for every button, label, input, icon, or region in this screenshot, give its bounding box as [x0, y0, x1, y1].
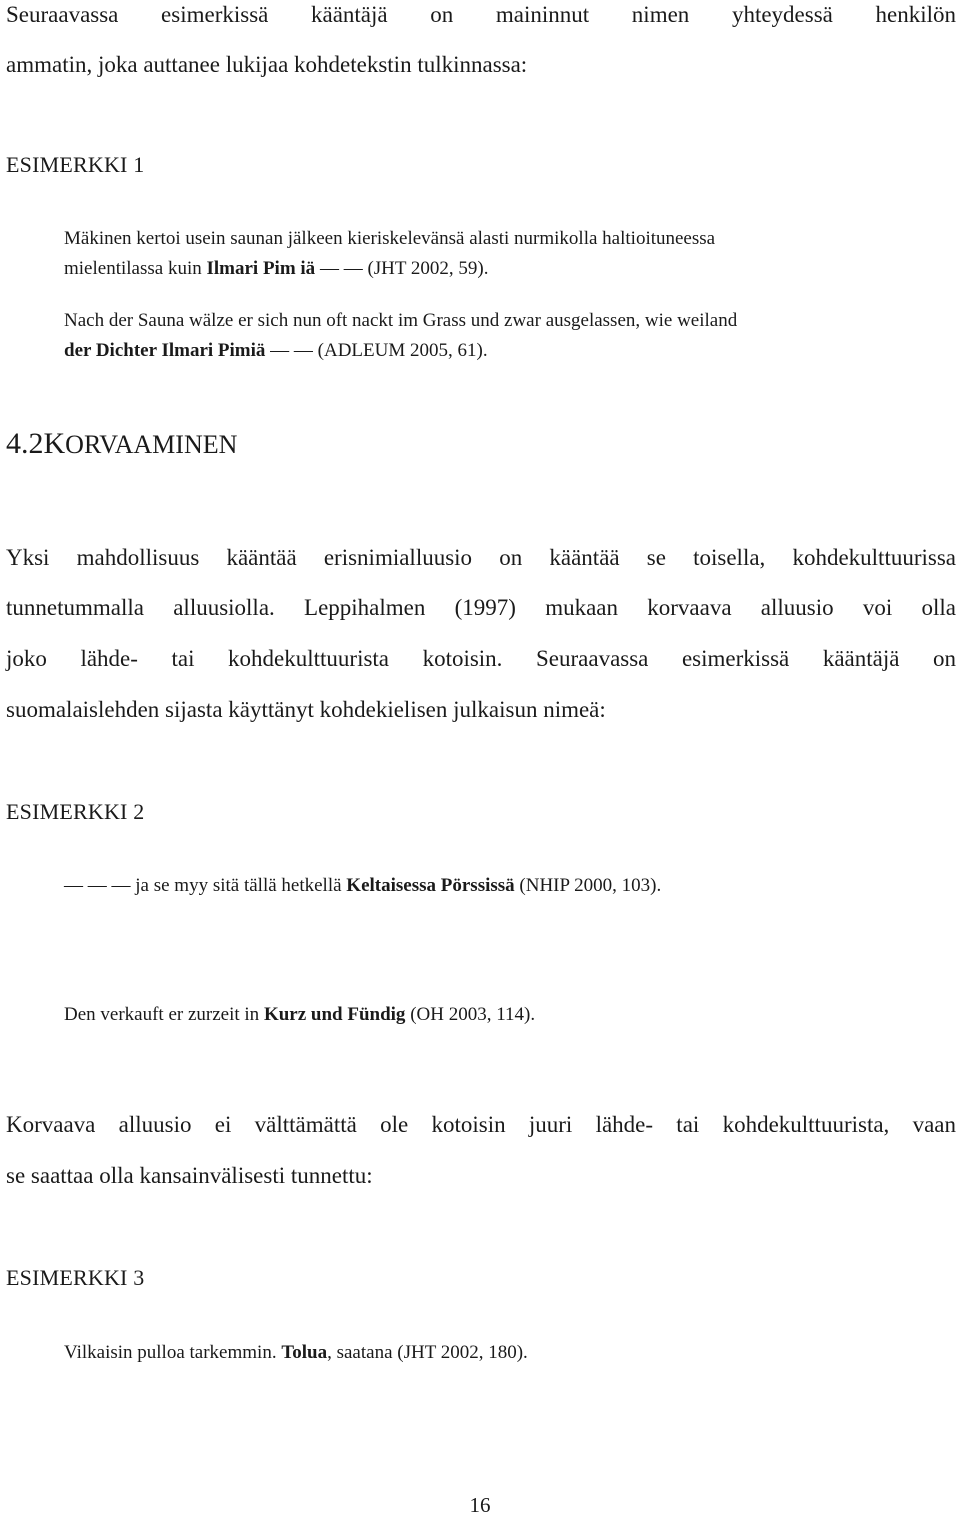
example-3-label: ESIMERKKI 3: [6, 1265, 145, 1290]
example-1-german-line-2: [64, 338, 488, 364]
para-3-line-1: Korvaava alluusio ei välttämättä ole kotoisin juuri lähde- tai kohdekulttuurista, vaan: [6, 1112, 956, 1137]
section-heading: [6, 424, 237, 465]
para-3-line-2: se saattaa olla kansainvälisesti tunnettu:: [6, 1163, 373, 1188]
example-2-german: [64, 1002, 535, 1028]
section-title-rest: ORVAAMINEN: [65, 430, 238, 459]
para-2-line-4: suomalaislehden sijasta käyttänyt kohdekielisen julkaisun nimeä:: [6, 697, 606, 722]
example-2-finnish-post: (NHIP 2000, 103).: [519, 875, 662, 896]
intro-line-1: Seuraavassa esimerkissä kääntäjä on maininnut nimen yhteydessä henkilön: [6, 2, 956, 27]
example-1-finnish-name: Ilmari Pim iä: [206, 258, 316, 279]
para-2-line-1: Yksi mahdollisuus kääntää erisnimialluusio on kääntää se toisella, kohdekulttuurissa: [6, 545, 956, 570]
example-2-german-pre: Den verkauft er zurzeit in: [64, 1004, 260, 1025]
example-3-post: , saatana (JHT 2002, 180).: [327, 1342, 528, 1363]
page-number: 16: [469, 1493, 491, 1517]
example-1-german-post: — — (ADLEUM 2005, 61).: [270, 340, 488, 361]
example-2-german-post: (OH 2003, 114).: [410, 1004, 536, 1025]
example-1-german-name: der Dichter Ilmari Pimiä: [64, 340, 266, 361]
example-1-finnish-pre: mielentilassa kuin: [64, 258, 202, 279]
example-1-finnish-line-1: Mäkinen kertoi usein saunan jälkeen kieriskelevänsä alasti nurmikolla haltioituneessa: [64, 228, 716, 249]
example-3-pre: Vilkaisin pulloa tarkemmin.: [64, 1342, 277, 1363]
para-2-line-2: tunnetummalla alluusiolla. Leppihalmen (1997) mukaan korvaava alluusio voi olla: [6, 595, 956, 620]
section-number: 4.2: [6, 427, 44, 460]
example-2-german-name: Kurz und Fündig: [263, 1004, 406, 1025]
example-1-finnish-line-2: [64, 256, 488, 282]
example-1-german-line-1: Nach der Sauna wälze er sich nun oft nackt im Grass und zwar ausgelassen, wie weiland: [64, 310, 738, 331]
example-2-finnish-pre: — — — ja se myy sitä tällä hetkellä: [64, 875, 342, 896]
para-2-line-3: joko lähde- tai kohdekulttuurista kotoisin. Seuraavassa esimerkissä kääntäjä on: [6, 646, 956, 671]
section-title-first-letter: K: [43, 427, 66, 460]
intro-line-2: ammatin, joka auttanee lukijaa kohdetekstin tulkinnassa:: [6, 52, 528, 77]
example-2-label: ESIMERKKI 2: [6, 799, 145, 824]
example-1-finnish-post: — — (JHT 2002, 59).: [319, 258, 489, 279]
example-2-finnish-name: Keltaisessa Pörssissä: [346, 875, 515, 896]
example-2-finnish: [64, 873, 661, 899]
example-3-name: Tolua: [281, 1342, 328, 1363]
example-3-text: [64, 1340, 528, 1366]
example-1-label: ESIMERKKI 1: [6, 152, 145, 177]
